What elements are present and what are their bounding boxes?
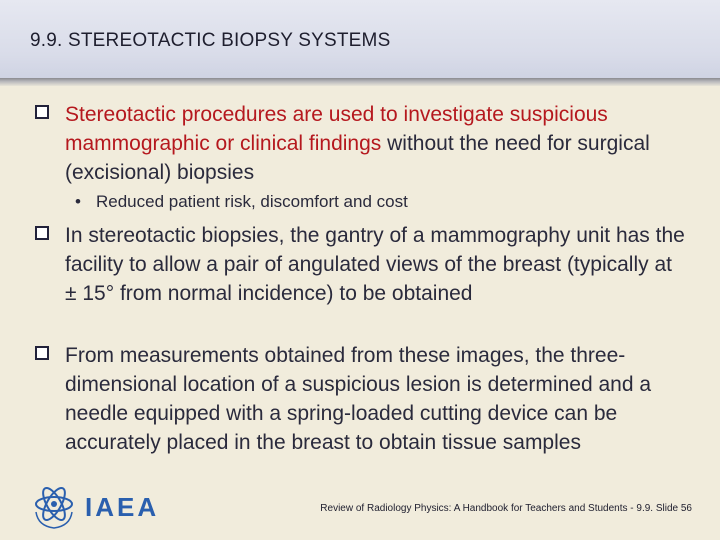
checkbox-bullet-icon bbox=[35, 346, 49, 360]
bullet-item-3 bbox=[35, 341, 685, 457]
bullet-text-3: From measurements obtained from these images, the three-dimensional location of a suspicious lesion is determined and a needle equipped with a spring-loaded cutting device can be accurately placed in the breast to obtain tissue samples bbox=[65, 344, 652, 454]
bullet-highlight: Stereotactic procedures are used to investigate suspicious mammographic or clinical findings bbox=[65, 103, 608, 155]
footer-reference: Review of Radiology Physics: A Handbook for Teachers and Students - 9.9. Slide 56 bbox=[320, 503, 692, 514]
atom-emblem-icon bbox=[30, 482, 78, 530]
sub-bullet-dot: • bbox=[75, 192, 81, 211]
bullet-item-1 bbox=[35, 100, 685, 187]
sub-bullet-text: Reduced patient risk, discomfort and cost bbox=[96, 192, 408, 211]
logo-text: IAEA bbox=[85, 492, 160, 522]
bullet-text-2: In stereotactic biopsies, the gantry of a mammography unit has the facility to allow a pair of angulated views of the breast (typically at ± 15° from normal incidence) to be obtained bbox=[65, 224, 685, 305]
sub-bullet-item bbox=[75, 190, 675, 214]
bullet-item-2 bbox=[35, 221, 685, 308]
checkbox-bullet-icon bbox=[35, 105, 49, 119]
bullet-text-1 bbox=[65, 100, 685, 187]
checkbox-bullet-icon bbox=[35, 226, 49, 240]
iaea-logo bbox=[30, 482, 170, 530]
bullet-rest: without the need for surgical (excisional) biopsies bbox=[65, 132, 650, 184]
slide-title: 9.9. STEREOTACTIC BIOPSY SYSTEMS bbox=[30, 30, 391, 51]
